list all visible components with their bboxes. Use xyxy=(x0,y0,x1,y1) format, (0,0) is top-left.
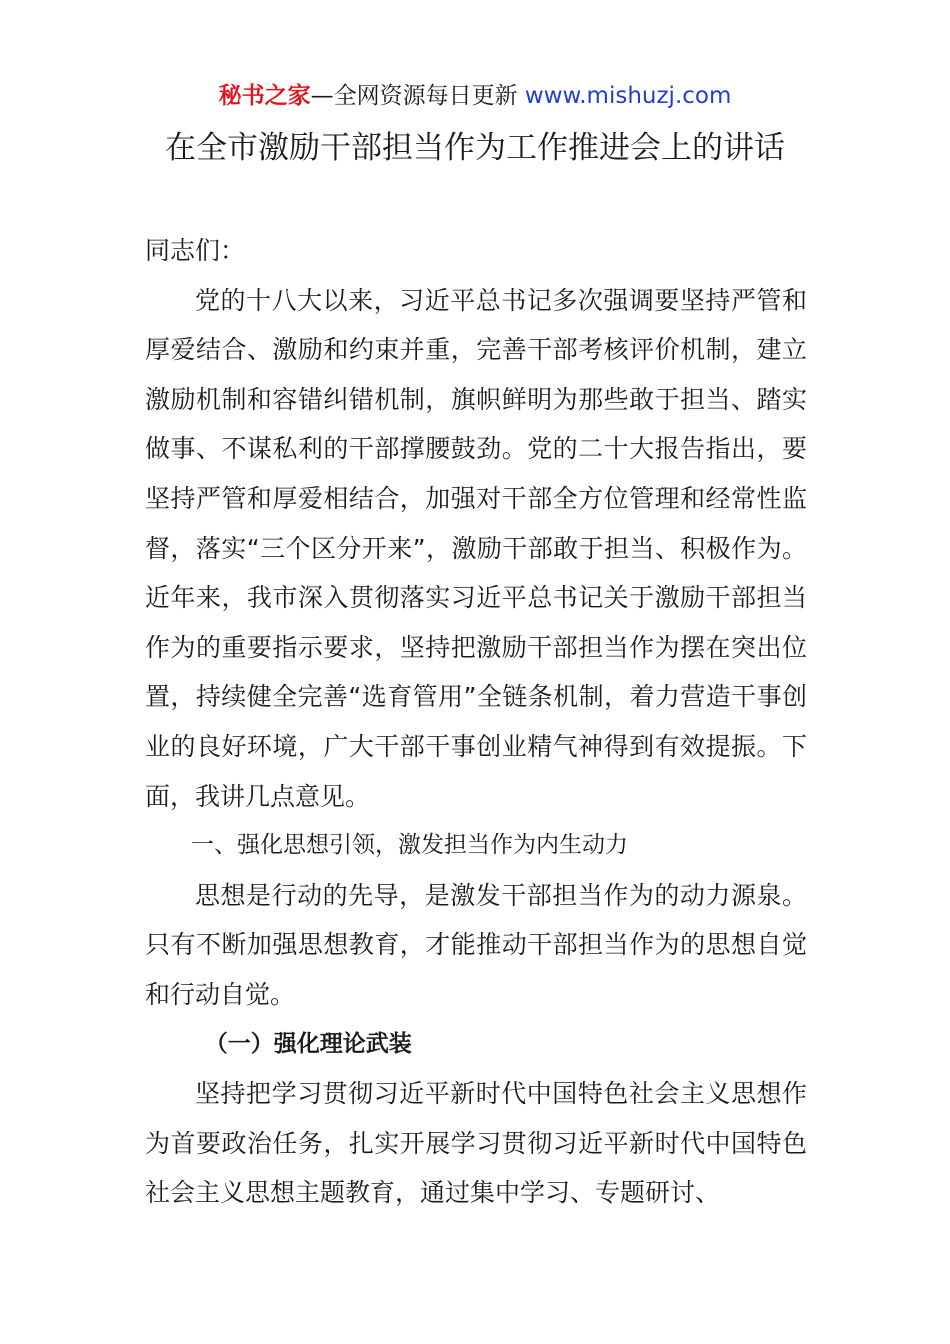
paragraph-intro: 党的十八大以来，习近平总书记多次强调要坚持严管和厚爱结合、激励和约束并重，完善干部考核评价机制，建立激励机制和容错纠错机制，旗帜鲜明为那些敢于担当、踏实做事、不谋私利的干部撑腰鼓劲。党的二十大报告指出，要坚持严管和厚爱相结合，加强对干部全方位管理和经常性监督，落实“三个区分开来”，激励干部敢于担当、积极作为。近年来，我市深入贯彻落实习近平总书记关于激励干部担当作为的重要指示要求，坚持把激励干部担当作为摆在突出位置，持续健全完善“选育管用”全链条机制，着力营造干事创业的良好环境，广大干部干事创业精气神得到有效提振。下面，我讲几点意见。 xyxy=(145,285,807,811)
subsection-1-text: 坚持把学习贯彻习近平新时代中国特色社会主义思想作为首要政治任务，扎实开展学习贯彻习近平新时代中国特色社会主义思想主题教育，通过集中学习、专题研讨、 xyxy=(145,1079,807,1208)
site-banner xyxy=(0,80,950,112)
salutation: 同志们： xyxy=(145,236,246,265)
document-title: 在全市激励干部担当作为工作推进会上的讲话 xyxy=(165,130,785,166)
document-body xyxy=(145,226,807,1218)
subsection-heading-1: （一）强化理论武装 xyxy=(204,1030,412,1057)
banner-url: www.mishuzj.com xyxy=(524,83,732,109)
section-1-intro: 思想是行动的先导，是激发干部担当作为的动力源泉。只有不断加强思想教育，才能推动干部担当作为的思想自觉和行动自觉。 xyxy=(145,880,807,1009)
banner-tagline: —全网资源每日更新 xyxy=(310,83,518,109)
section-heading-1: 一、强化思想引领，激发担当作为内生动力 xyxy=(191,832,628,859)
banner-brand: 秘书之家 xyxy=(218,83,311,109)
